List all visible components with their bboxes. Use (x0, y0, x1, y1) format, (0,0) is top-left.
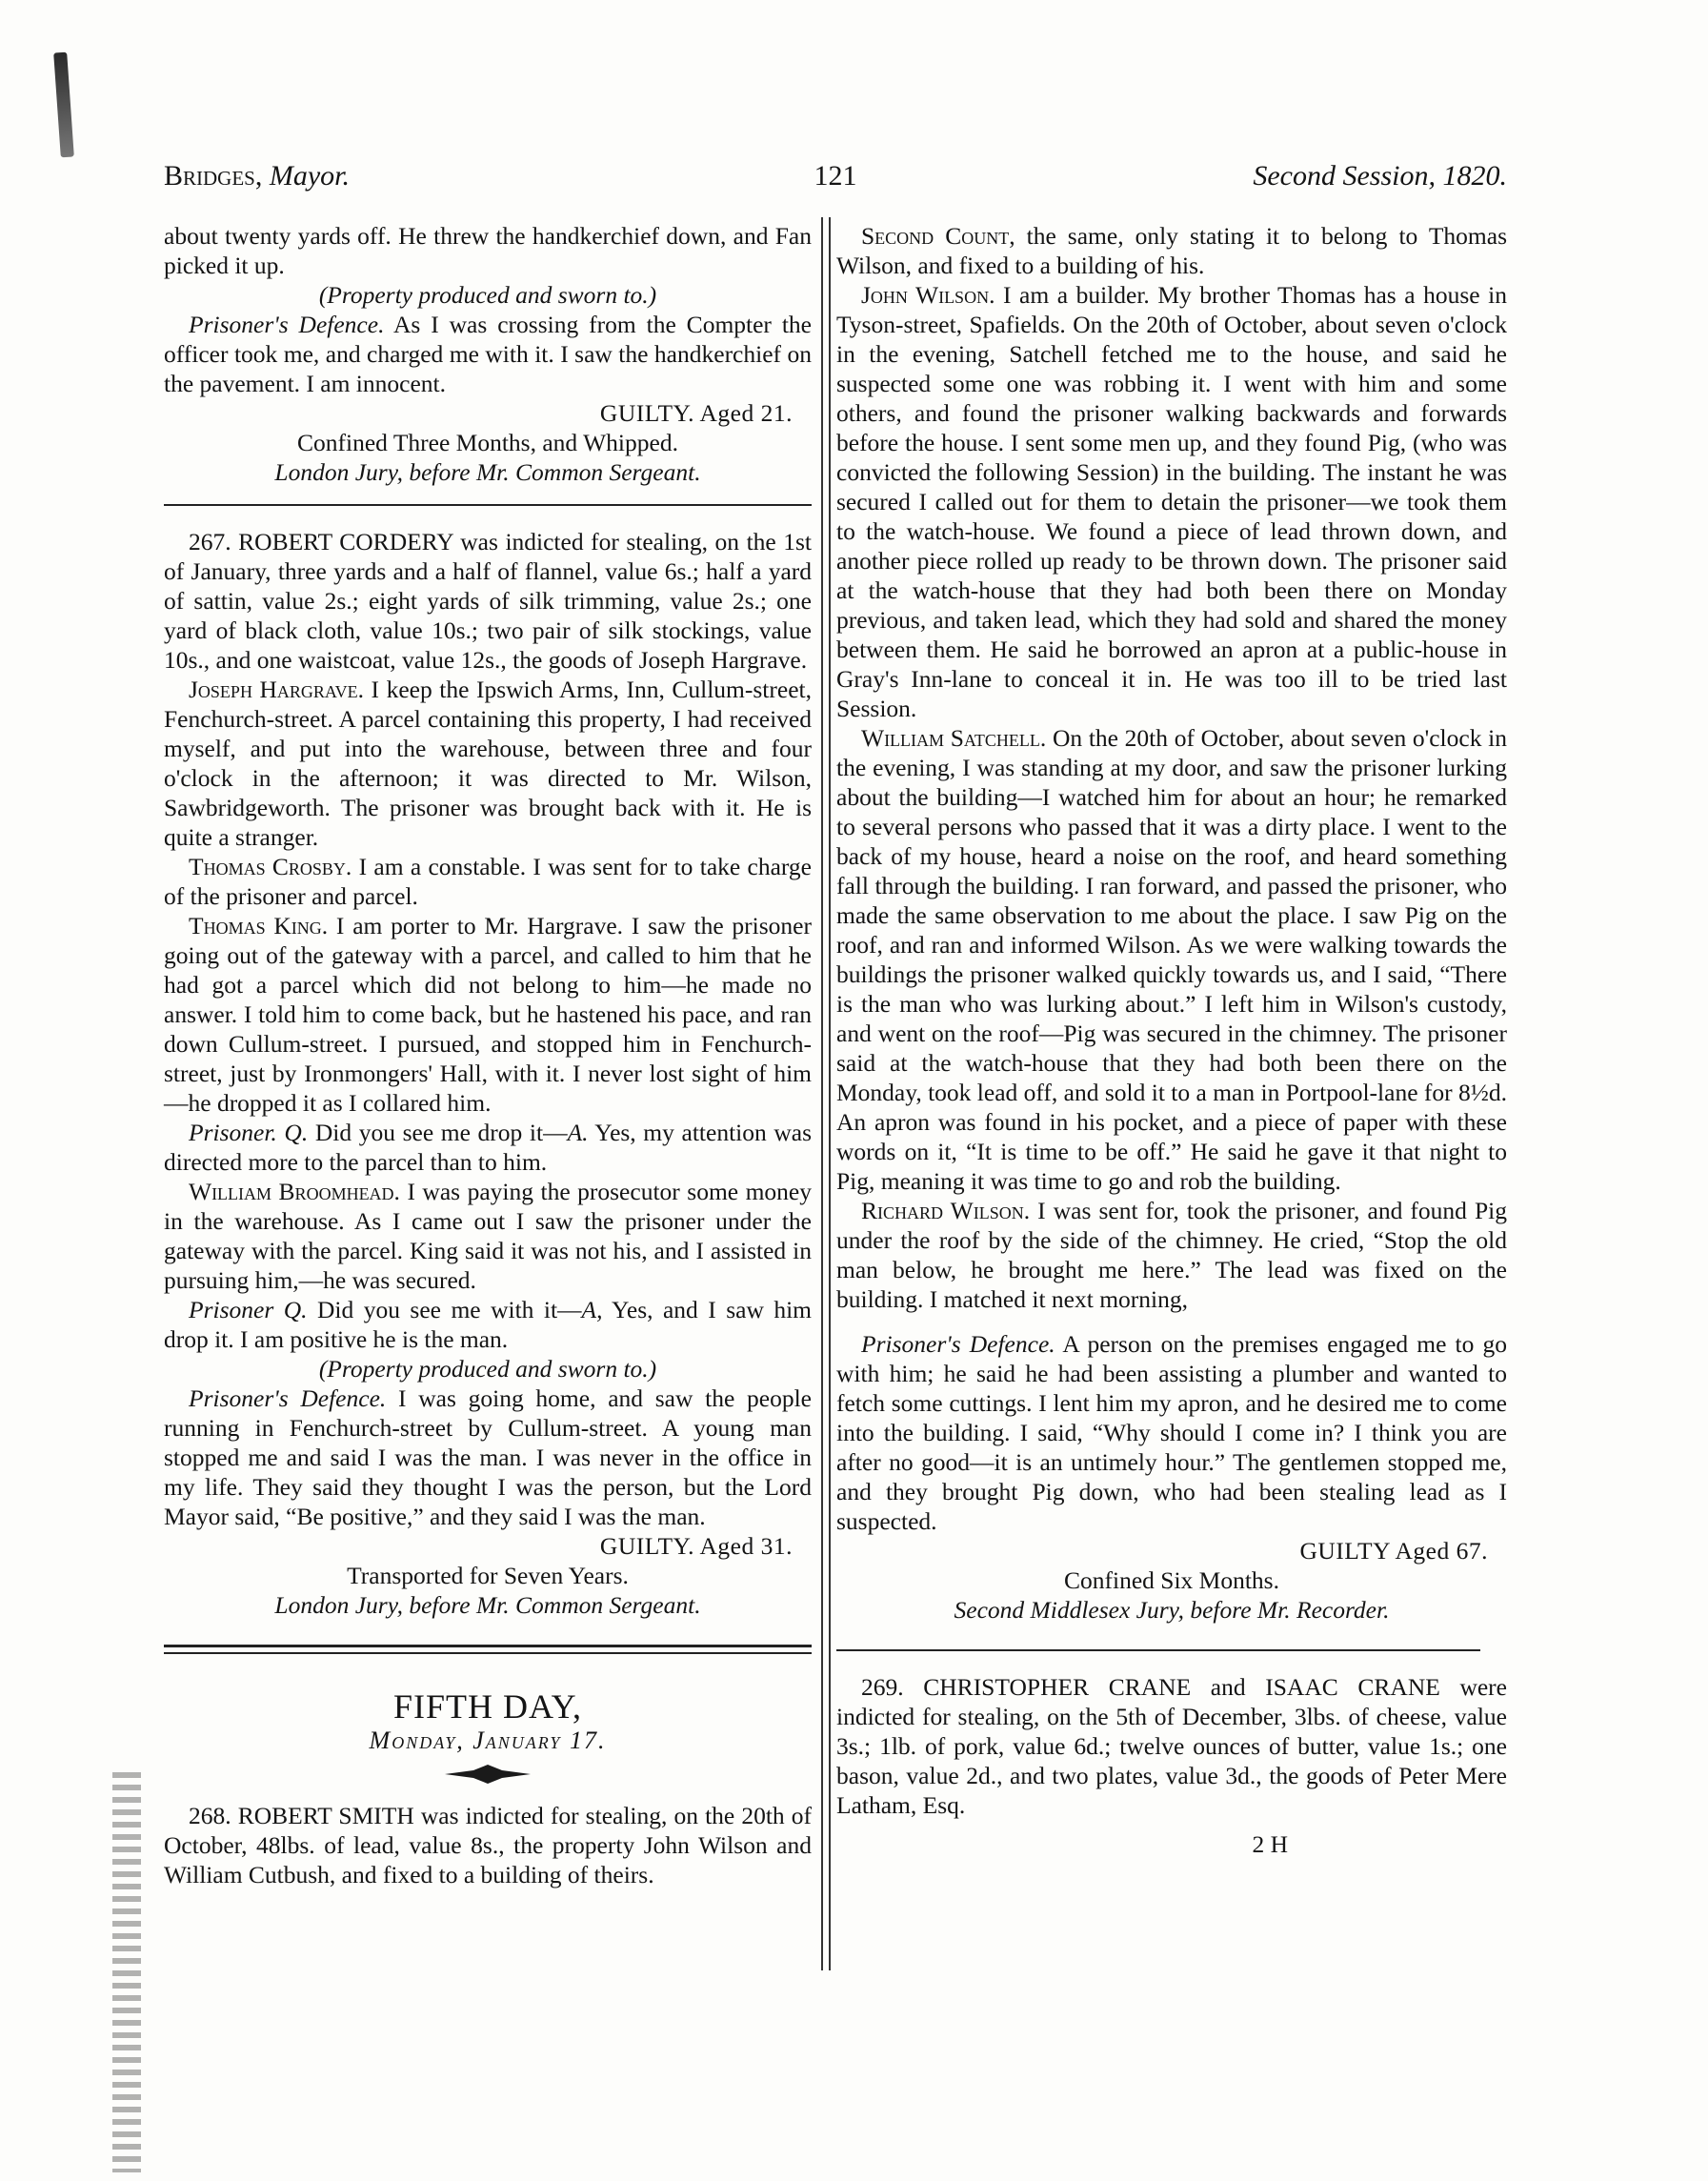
witness-paragraph (164, 911, 812, 1118)
answer-text: Yes, my attention was directed more to the parcel than to him. (164, 1119, 813, 1176)
witness-paragraph (164, 675, 812, 852)
signature-mark: 2 H (1252, 1830, 1288, 1858)
witness-name: William Satchell. (861, 724, 1047, 752)
witness-name: John Wilson. (861, 281, 995, 309)
sentence: Confined Three Months, and Whipped. (297, 429, 678, 456)
case-separator (164, 504, 812, 506)
left-column (164, 221, 812, 1889)
witness-name: Joseph Hargrave. (189, 676, 364, 703)
witness-name: Thomas Crosby. (189, 853, 352, 880)
header-left: Bridges, Mayor. (164, 160, 351, 192)
witness-paragraph (836, 280, 1507, 723)
mayor-name: Bridges (164, 160, 255, 192)
column-divider (821, 217, 831, 1970)
witness-name: William Broomhead. (189, 1178, 400, 1205)
prisoner-question (164, 1118, 812, 1177)
witness-paragraph (836, 1196, 1507, 1314)
witness-paragraph (164, 1177, 812, 1295)
verdict: GUILTY Aged 67. (1299, 1537, 1488, 1565)
defence-text: I was going home, and saw the people running in Fenchurch-street by Cullum-street. A young man stopped me and said I was the man. I was never in the office in my life. They said they thought I was the person, but the Lord Mayor said, “Be positive,” and they said I was the man. (164, 1384, 812, 1530)
witness-text: I am porter to Mr. Hargrave. I saw the prisoner going out of the gateway with a parcel, and called to him that he had got a parcel which did not belong to him—he made no answer. I told him to come back, but he hastened his pace, and ran down Cullum-street. I pursued, and stopped him in Fenchurch-street, just by Ironmongers' Hall, with it. I never lost sight of him—he dropped it as I collared him. (164, 912, 812, 1117)
defence-label: Prisoner's Defence. (189, 311, 385, 338)
property-note: (Property produced and sworn to.) (318, 281, 657, 309)
witness-text: On the 20th of October, about seven o'clock in the evening, I was standing at my door, and saw the prisoner lurking about the building—I watched him for about an hour; he remarked to several persons who passed that it was a dirty place. I went to the back of my house, heard a noise on the roof, and heard something fall through the building. I ran forward, and passed the prisoner, who made the same observation to me about the place. I saw Pig on the roof, and ran and informed Wilson. As we were walking towards the buildings the prisoner walked quickly towards us, and I said, “There is the man who was lurking about.” I left him in Wilson's custody, and went on the roof—Pig was secured in the chimney. The prisoner said at the watch-house that they had both been there on the Monday, took lead off, and sold it to a man in Portpool-lane for 8½d. An apron was found in his pocket, and a piece of paper with these words on it, “It is time to be off.” He said he gave it that night to Pig, meaning it was time to go and rob the building. (836, 724, 1507, 1195)
defence-paragraph (164, 1383, 812, 1531)
witness-paragraph (836, 723, 1507, 1196)
witness-text: I am a constable. I was sent for to take charge of the prisoner and parcel. (164, 853, 812, 910)
defence-label: Prisoner's Defence. (861, 1330, 1055, 1358)
binding-shadow (112, 1772, 141, 2172)
witness-text: I was sent for, took the prisoner, and found Pig under the roof by the side of the chimney. He cried, “Stop the old man below, he brought me here.” The lead was fixed on the building. I matched it next morning, (836, 1197, 1508, 1313)
sentence: Transported for Seven Years. (347, 1562, 629, 1589)
question-text: Did you see me drop it— (308, 1119, 568, 1146)
witness-text: I keep the Ipswich Arms, Inn, Cullum-street, Fenchurch-street. A parcel containing this property, I had received myself, and put into the warehouse, between three and four o'clock in the afternoon; it was directed to Mr. Wilson, Sawbridgeworth. The prisoner was brought back with it. He is quite a stranger. (164, 676, 812, 851)
defence-paragraph (164, 310, 812, 398)
prisoner-question (164, 1295, 812, 1354)
witness-name: Thomas King. (189, 912, 329, 939)
page-number: 121 (814, 160, 857, 192)
day-date: Monday, January 17. (369, 1727, 607, 1754)
case-separator (836, 1649, 1480, 1651)
day-separator (164, 1645, 812, 1654)
answer-label: A. (567, 1119, 589, 1146)
witness-text: I was paying the prosecutor some money in the warehouse. As I came out I saw the prisoner under the gateway with the parcel. King said it was not his, and I assisted in pursuing him,—he was secured. (164, 1178, 812, 1294)
sentence: Confined Six Months. (1064, 1566, 1279, 1594)
verdict: GUILTY. Aged 21. (599, 399, 793, 427)
defence-text: A person on the premises engaged me to go with him; he said he had been assisting a plumber and wanted to fetch some cuttings. I lent him my apron, and he desired me to come into the building. I said, “Why should I come in? I think you are after no good—it is an untimely hour.” The gentlemen stopped me, and they brought Pig down, who had been stealing lead as I suspected. (836, 1330, 1507, 1535)
mayor-title: Mayor. (269, 160, 351, 192)
count-text: the same, only stating it to belong to Thomas Wilson, and fixed to a building of his. (836, 222, 1508, 279)
right-column (836, 221, 1507, 1859)
defence-label: Prisoner's Defence. (189, 1384, 387, 1412)
verdict: GUILTY. Aged 31. (599, 1532, 793, 1560)
page-edge-mark (53, 52, 74, 158)
running-head (164, 160, 1507, 198)
witness-name: Richard Wilson. (861, 1197, 1031, 1224)
jury-line: London Jury, before Mr. Common Sergeant. (274, 1591, 701, 1619)
paragraph: about twenty yards off. He threw the handkerchief down, and Fan picked it up. (164, 222, 812, 279)
jury-line: Second Middlesex Jury, before Mr. Recorder. (954, 1596, 1390, 1624)
witness-text: I am a builder. My brother Thomas has a house in Tyson-street, Spafields. On the 20th of October, about seven o'clock in the evening, Satchell fetched me to the house, and said he suspected some one was robbing it. I went with him and some others, and found the prisoner walking backwards and forwards before the house. I sent some men up, and they found Pig, (who was convicted the following Session) in the building. The instant he was secured I called out for them to detain the prisoner—we took them to the watch-house. We found a piece of lead thrown down, and another piece rolled up ready to be thrown down. The prisoner said at the watch-house that they had both been there on Monday previous, and taken lead, which they had sold and shared the money between them. He said he borrowed an apron at a public-house in Gray's Inn-lane to conceal it in. He was too ill to be tried last Session. (836, 281, 1507, 722)
answer-text: Yes, and I saw him drop it. I am positive he is the man. (164, 1296, 813, 1353)
question-text: Did you see me with it— (307, 1296, 582, 1323)
answer-label: A, (581, 1296, 603, 1323)
question-label: Prisoner. Q. (189, 1119, 309, 1146)
defence-text: As I was crossing from the Compter the officer took me, and charged me with it. I saw the handkerchief on the pavement. I am innocent. (164, 311, 812, 397)
jury-line: London Jury, before Mr. Common Sergeant. (274, 458, 701, 486)
session-label: Second Session, 1820. (1253, 160, 1507, 192)
count-label: Second Count, (861, 222, 1015, 250)
count-paragraph (836, 221, 1507, 280)
defence-paragraph (836, 1329, 1507, 1536)
question-label: Prisoner Q. (189, 1296, 308, 1323)
witness-paragraph (164, 852, 812, 911)
case-268: 268. ROBERT SMITH was indicted for stealing, on the 20th of October, 48lbs. of lead, value 8s., the property John Wilson and William Cutbush, and fixed to a building of theirs. (164, 1802, 812, 1888)
day-title: FIFTH DAY, (392, 1687, 583, 1726)
case-269: 269. CHRISTOPHER CRANE and ISAAC CRANE were indicted for stealing, on the 5th of December, 3lbs. of cheese, value 3s.; 1lb. of pork, value 6d.; twelve ounces of butter, value 1s.; one bason, value 2d., and two plates, value 3d., the goods of Peter Mere Latham, Esq. (836, 1673, 1507, 1819)
case-267: 267. ROBERT CORDERY was indicted for stealing, on the 1st of January, three yards and a half of flannel, value 6s.; half a yard of sattin, value 2s.; eight yards of silk trimming, value 2s.; one yard of black cloth, value 10s.; two pair of silk stockings, value 10s., and one waistcoat, value 12s., the goods of Joseph Hargrave. (164, 528, 812, 674)
ornament-icon (445, 1765, 531, 1784)
property-note: (Property produced and sworn to.) (318, 1355, 657, 1383)
